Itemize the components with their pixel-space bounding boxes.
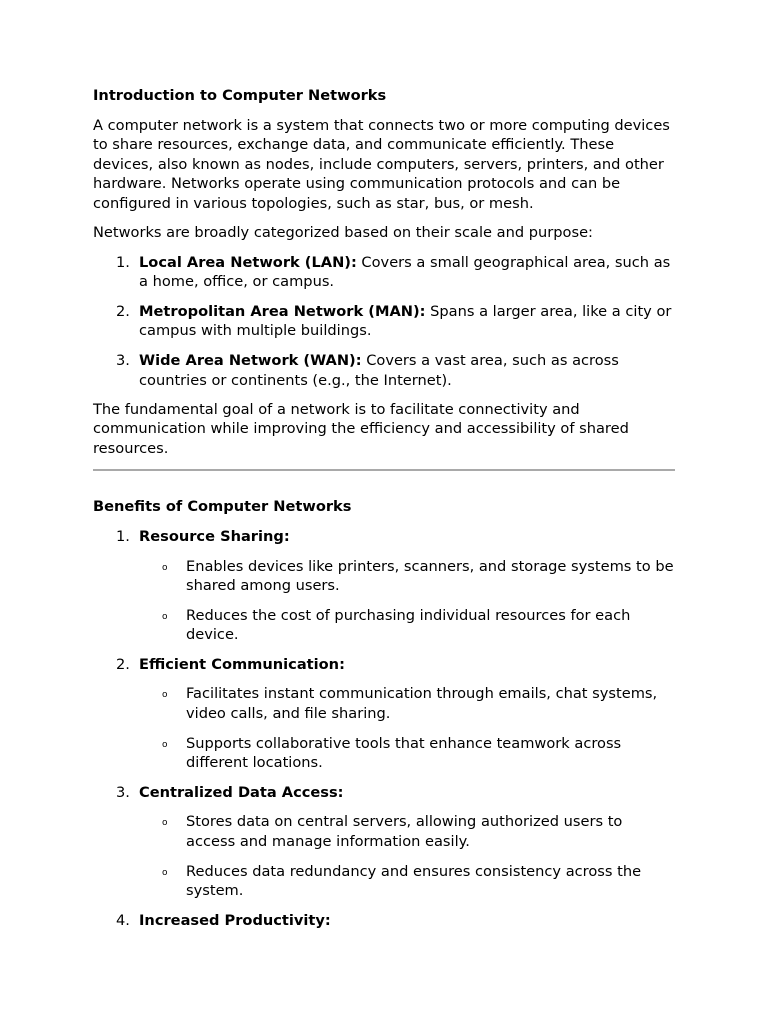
network-type-desc: Covers a vast area, such as across countries or continents (e.g., the Internet). — [139, 351, 619, 389]
list-number: 1. — [116, 253, 130, 271]
network-type-desc: Spans a larger area, like a city or campus with multiple buildings. — [139, 302, 672, 340]
intro-paragraph: A computer network is a system that connects two or more computing devices to share resources, exchange data, and communicate efficiently. These devices, also known as nodes, include computers, servers, printers, and other hardware. Networks operate using communication protocols and can be configured in various topologies, such as star, bus, or mesh. — [93, 116, 670, 212]
bullet-icon: o — [162, 611, 168, 622]
categories-lead: Networks are broadly categorized based on their scale and purpose: — [93, 224, 593, 242]
network-type-lan — [93, 253, 675, 292]
benefit-term: Centralized Data Access: — [139, 783, 344, 801]
list-number: 4. — [116, 911, 130, 929]
network-type-desc: Covers a small geographical area, such as a home, office, or campus. — [139, 253, 671, 291]
document-page — [93, 86, 675, 940]
list-number: 2. — [116, 302, 130, 320]
network-type-man — [93, 302, 675, 341]
section-divider — [93, 469, 675, 471]
list-item: o Supports collaborative tools that enhance teamwork across different locations. — [162, 734, 622, 772]
list-number: 2. — [116, 655, 130, 673]
network-type-wan — [93, 351, 675, 390]
list-item: o Facilitates instant communication through emails, chat systems, video calls, and file sharing. — [162, 685, 658, 723]
bullet-icon: o — [162, 562, 168, 573]
benefit-points — [139, 684, 675, 772]
benefit-term: Efficient Communication: — [139, 655, 345, 673]
benefits-list — [93, 527, 675, 931]
benefit-increased-productivity — [93, 911, 675, 931]
network-types-list — [93, 253, 675, 391]
benefit-efficient-communication — [93, 655, 675, 773]
goal-paragraph: The fundamental goal of a network is to facilitate connectivity and communication while improving the efficiency and accessibility of shared resources. — [93, 400, 629, 457]
benefit-centralized-data-access — [93, 783, 675, 901]
bullet-icon: o — [162, 690, 168, 701]
network-type-term: Metropolitan Area Network (MAN): — [139, 302, 426, 320]
list-number: 3. — [116, 351, 130, 369]
benefit-points — [139, 557, 675, 645]
benefits-heading: Benefits of Computer Networks — [93, 498, 352, 516]
benefit-points — [139, 812, 675, 900]
list-number: 1. — [116, 527, 130, 545]
bullet-icon: o — [162, 867, 168, 878]
list-item: o Reduces data redundancy and ensures consistency across the system. — [162, 862, 642, 900]
list-item: o Reduces the cost of purchasing individual resources for each device. — [162, 606, 631, 644]
intro-heading: Introduction to Computer Networks — [93, 87, 387, 104]
list-item: o Enables devices like printers, scanners, and storage systems to be shared among users. — [162, 557, 674, 595]
benefit-term: Resource Sharing: — [139, 527, 290, 545]
benefit-resource-sharing — [93, 527, 675, 645]
bullet-icon: o — [162, 739, 168, 750]
bullet-icon: o — [162, 818, 168, 829]
list-number: 3. — [116, 783, 130, 801]
network-type-term: Local Area Network (LAN): — [139, 253, 357, 271]
list-item: o Stores data on central servers, allowing authorized users to access and manage information easily. — [162, 813, 623, 851]
benefit-term: Increased Productivity: — [139, 911, 331, 929]
network-type-term: Wide Area Network (WAN): — [139, 351, 362, 369]
